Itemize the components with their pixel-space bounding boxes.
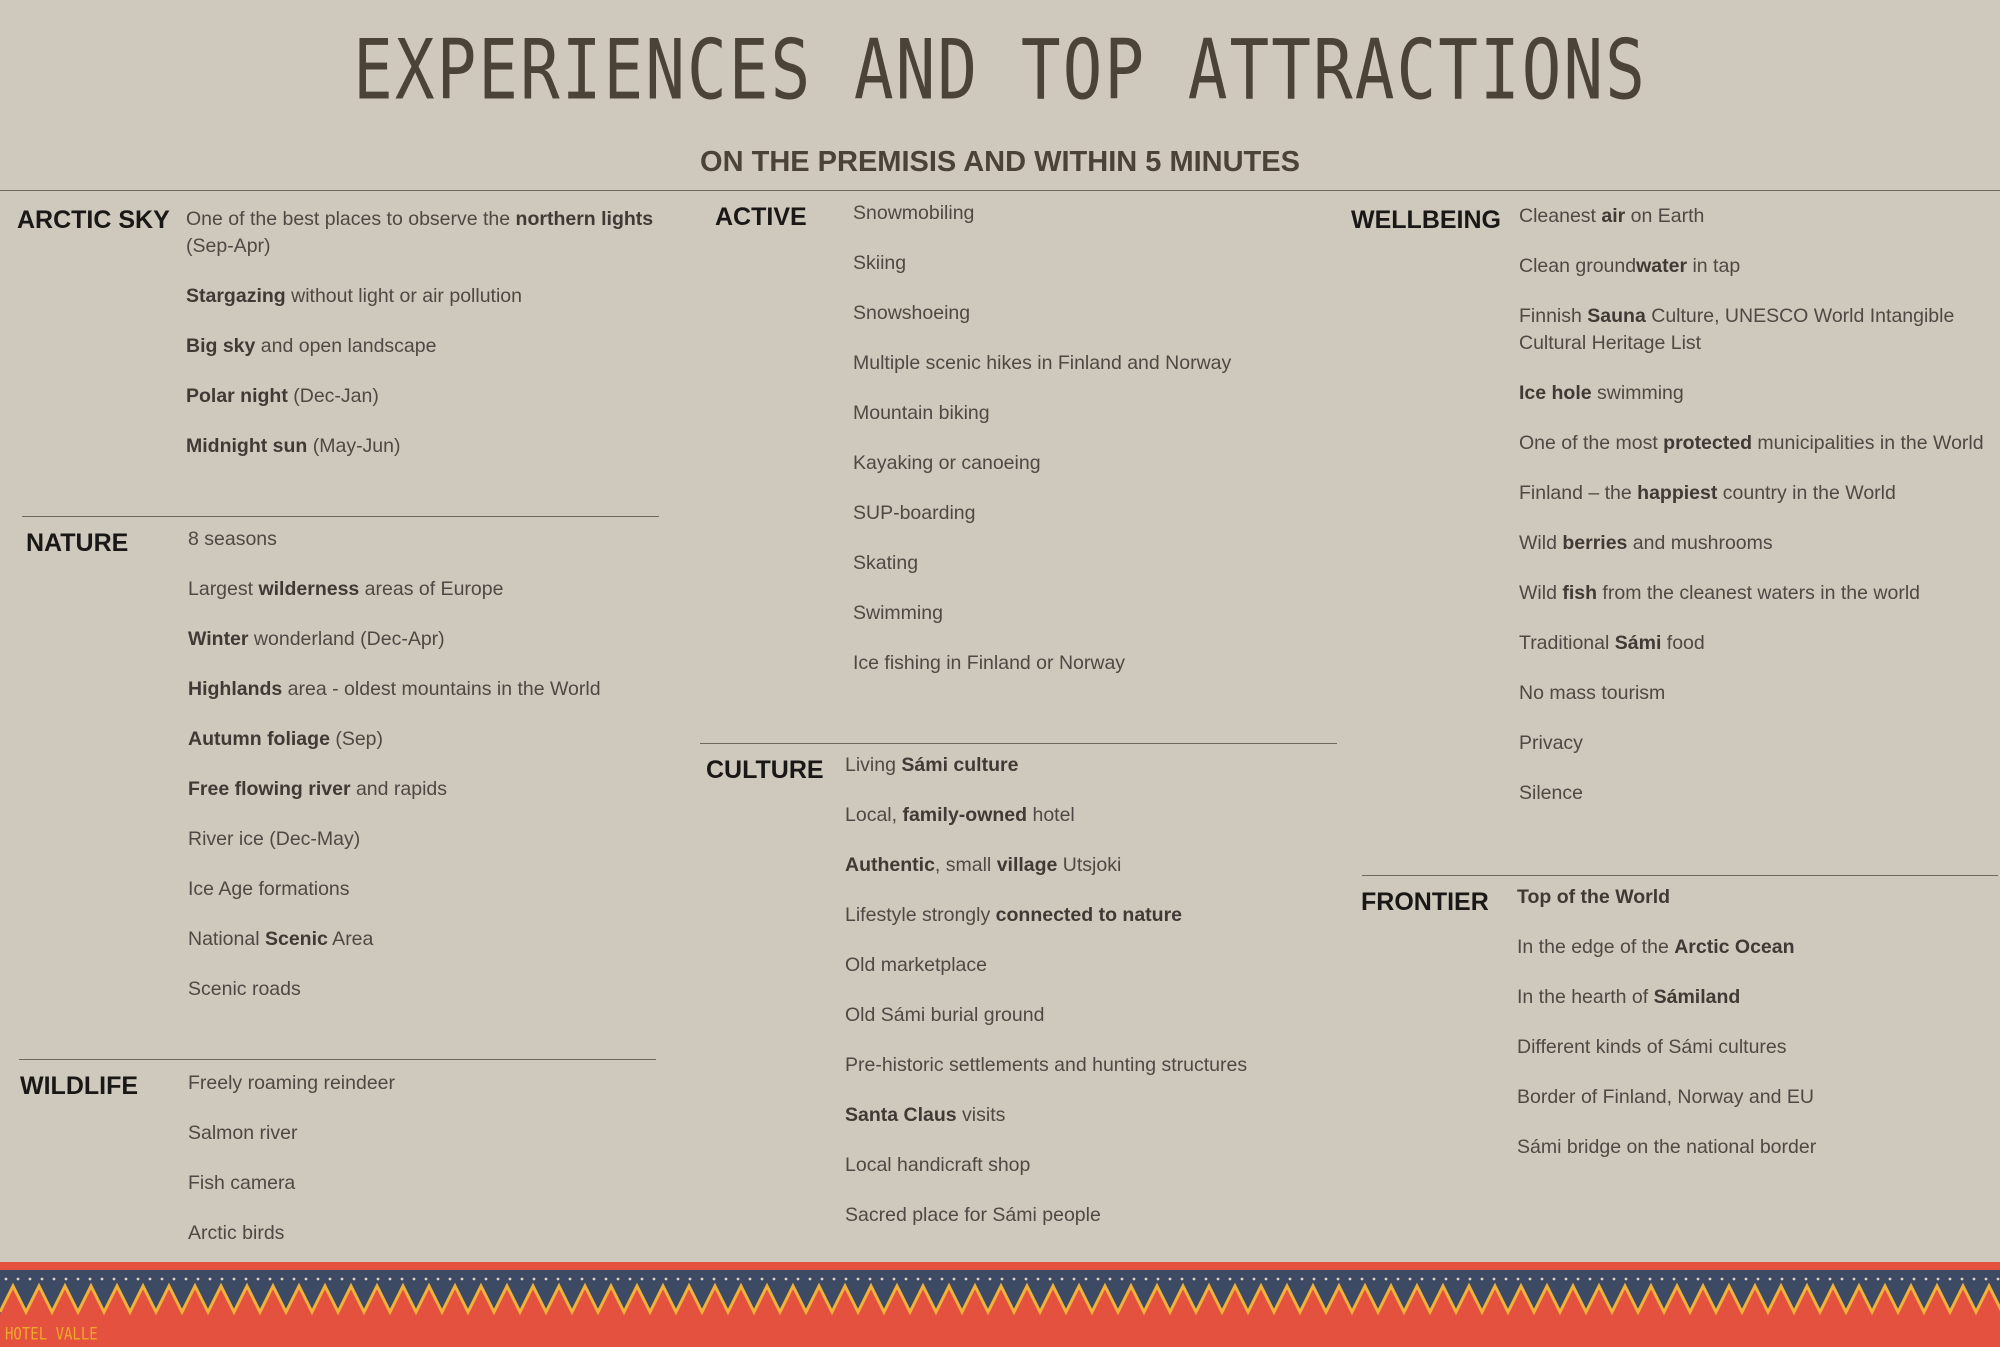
list-item: National Scenic Area	[188, 928, 374, 950]
section-title-frontier: FRONTIER	[1361, 888, 1489, 916]
divider-nature	[22, 516, 659, 517]
list-item: Ice Age formations	[188, 878, 350, 900]
list-item: Multiple scenic hikes in Finland and Norway	[853, 352, 1232, 374]
section-list-nature	[188, 526, 668, 1026]
list-item: Different kinds of Sámi cultures	[1517, 1036, 1787, 1058]
list-item: Old Sámi burial ground	[845, 1004, 1045, 1026]
zigzag-pattern	[0, 1262, 2000, 1347]
divider-wildlife	[19, 1059, 656, 1060]
list-item: Ice fishing in Finland or Norway	[853, 652, 1126, 674]
list-item: One of the most protected municipalities in the World	[1519, 432, 1984, 454]
brand-logo-text: HOTEL VALLE	[5, 1325, 98, 1345]
list-item: Sacred place for Sámi people	[845, 1204, 1101, 1226]
list-item: River ice (Dec-May)	[188, 828, 361, 850]
section-title-nature: NATURE	[26, 529, 129, 557]
section-list-wildlife	[188, 1070, 668, 1270]
section-list-active	[853, 200, 1333, 700]
list-item: Border of Finland, Norway and EU	[1517, 1086, 1814, 1108]
header-divider	[0, 190, 2000, 191]
list-item: Traditional Sámi food	[1519, 632, 1705, 654]
list-item: Fish camera	[188, 1172, 296, 1194]
list-item: Stargazing without light or air pollution	[186, 285, 522, 307]
list-item: Cleanest air on Earth	[1519, 205, 1705, 227]
list-item: Kayaking or canoeing	[853, 452, 1041, 474]
list-item: In the edge of the Arctic Ocean	[1517, 936, 1795, 958]
footer-pattern-band	[0, 1262, 2000, 1347]
list-item: Sámi bridge on the national border	[1517, 1136, 1817, 1158]
section-title-wellbeing: WELLBEING	[1351, 206, 1501, 234]
section-list-frontier	[1517, 884, 1997, 1184]
list-item: Top of the World	[1517, 886, 1671, 908]
list-item: SUP-boarding	[853, 502, 976, 524]
list-item: Privacy	[1519, 732, 1583, 754]
list-item: Authentic, small village Utsjoki	[845, 854, 1122, 876]
list-item: Santa Claus visits	[845, 1104, 1006, 1126]
list-item: Ice hole swimming	[1519, 382, 1684, 404]
section-title-active: ACTIVE	[715, 203, 807, 231]
list-item: Free flowing river and rapids	[188, 778, 448, 800]
list-item: Clean groundwater in tap	[1519, 255, 1741, 277]
list-item: Wild berries and mushrooms	[1519, 532, 1773, 554]
section-title-culture: CULTURE	[706, 756, 824, 784]
list-item: Snowshoeing	[853, 302, 971, 324]
list-item: Old marketplace	[845, 954, 987, 976]
list-item: Winter wonderland (Dec-Apr)	[188, 628, 445, 650]
section-list-culture	[845, 752, 1325, 1252]
divider-culture	[700, 743, 1337, 744]
list-item: Local handicraft shop	[845, 1154, 1031, 1176]
list-item: Swimming	[853, 602, 943, 624]
list-item: Scenic roads	[188, 978, 301, 1000]
list-item: Finland – the happiest country in the World	[1519, 482, 1896, 504]
list-item: Mountain biking	[853, 402, 990, 424]
list-item: Lifestyle strongly connected to nature	[845, 904, 1183, 926]
list-item: Largest wilderness areas of Europe	[188, 578, 504, 600]
list-item: Wild fish from the cleanest waters in the world	[1519, 582, 1920, 604]
list-item: Snowmobiling	[853, 202, 975, 224]
list-item: One of the best places to observe the northern lights (Sep-Apr)	[186, 208, 654, 257]
list-item: Living Sámi culture	[845, 754, 1019, 776]
list-item: Highlands area - oldest mountains in the World	[188, 678, 601, 700]
list-item: Arctic birds	[188, 1222, 285, 1244]
page-title: EXPERIENCES AND TOP ATTRACTIONS	[353, 22, 1647, 119]
list-item: Skiing	[853, 252, 907, 274]
divider-frontier	[1362, 875, 1998, 876]
list-item: 8 seasons	[188, 528, 277, 550]
list-item: Polar night (Dec-Jan)	[186, 385, 379, 407]
list-item: Pre-historic settlements and hunting structures	[845, 1054, 1248, 1076]
section-list-arctic-sky	[186, 206, 666, 483]
page-subtitle: ON THE PREMISIS AND WITHIN 5 MINUTES	[700, 146, 1300, 178]
list-item: Local, family-owned hotel	[845, 804, 1075, 826]
list-item: Freely roaming reindeer	[188, 1072, 396, 1094]
section-title-arctic-sky: ARCTIC SKY	[17, 206, 170, 234]
list-item: Autumn foliage (Sep)	[188, 728, 384, 750]
list-item: Silence	[1519, 782, 1583, 804]
list-item: No mass tourism	[1519, 682, 1666, 704]
list-item: Salmon river	[188, 1122, 298, 1144]
section-title-wildlife: WILDLIFE	[20, 1072, 139, 1100]
list-item: Finnish Sauna Culture, UNESCO World Intangible Cultural Heritage List	[1519, 305, 1955, 354]
list-item: Skating	[853, 552, 919, 574]
list-item: Big sky and open landscape	[186, 335, 437, 357]
list-item: In the hearth of Sámiland	[1517, 986, 1741, 1008]
list-item: Midnight sun (May-Jun)	[186, 435, 401, 457]
section-list-wellbeing	[1519, 203, 1999, 830]
